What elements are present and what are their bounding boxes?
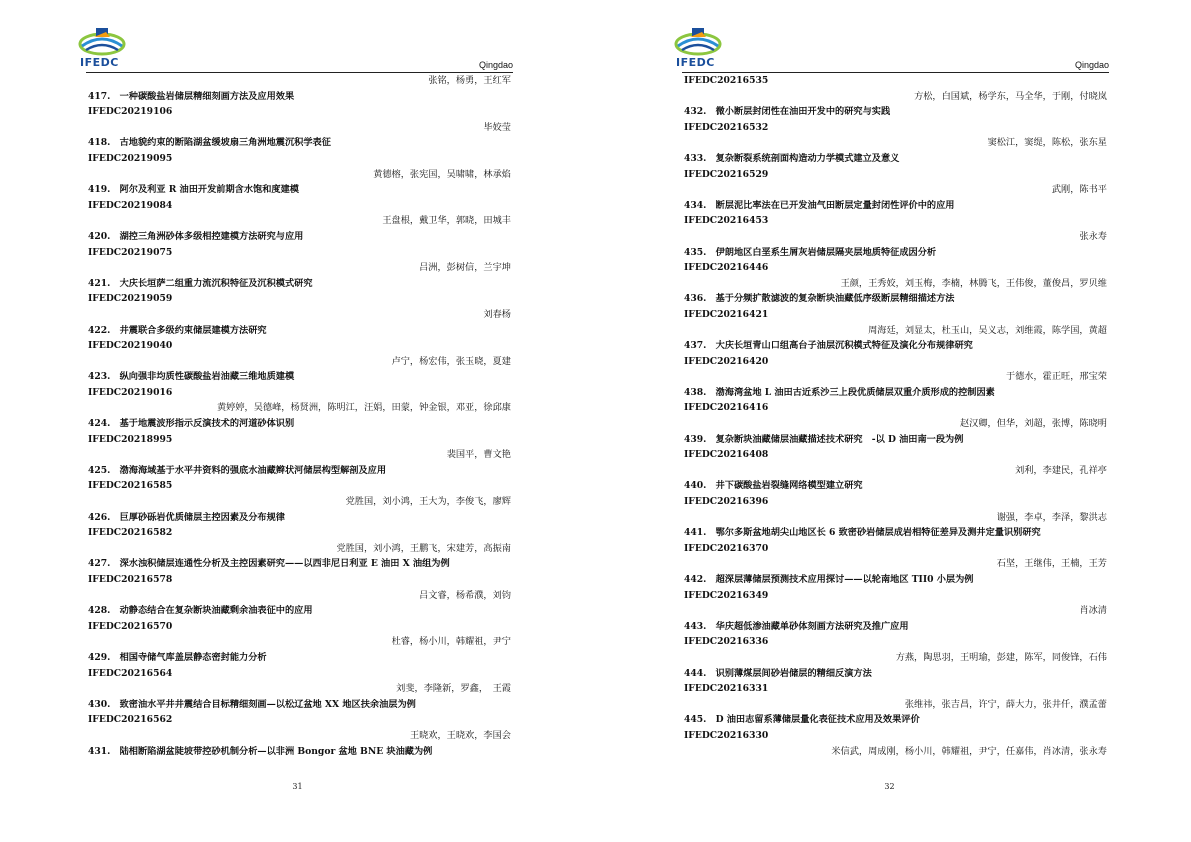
header-city: Qingdao — [478, 60, 513, 70]
entry-title: 422. 井震联合多级约束储层建模方法研究 — [88, 324, 267, 336]
entry-code: IFEDC20216396 — [684, 496, 769, 508]
entry-authors: 黄德榕，张宪国，吴啸啸，林承焰 — [373, 168, 511, 180]
entry-title: 439. 复杂断块油藏储层油藏描述技术研究 -以 D 油田南一段为例 — [684, 433, 964, 445]
entry-authors: 张铭，杨勇，王红军 — [428, 75, 511, 86]
entry-code: IFEDC20216370 — [684, 542, 769, 554]
logo-emblem-icon — [76, 20, 128, 60]
entry-title: 444. 识别薄煤层间砂岩储层的精细反演方法 — [684, 667, 872, 679]
entry-code: IFEDC20219016 — [88, 386, 173, 398]
entry-title: 421. 大庆长垣萨二组重力流沉积特征及沉积模式研究 — [88, 277, 313, 289]
entry-title: 418. 古地貌约束的断陷湖盆缓坡扇三角洲地震沉积学表征 — [88, 137, 331, 149]
entry-code: IFEDC20216532 — [684, 121, 769, 133]
entry-authors: 吕洲，彭树信，兰宇坤 — [419, 262, 511, 274]
entry-code: IFEDC20216336 — [684, 636, 769, 648]
entry-code: IFEDC20216453 — [684, 215, 769, 227]
entry-authors: 张永寿 — [1079, 230, 1107, 242]
entry-title: 417. 一种碳酸盐岩储层精细刻画方法及应用效果 — [88, 90, 295, 102]
entry-code: IFEDC20216446 — [684, 262, 769, 274]
entry-authors: 裴国平，曹文艳 — [446, 449, 511, 461]
entry-authors: 方松，白国斌，杨学东，马全华，于刚，付晓岚 — [914, 90, 1107, 102]
page-number: 32 — [884, 782, 895, 791]
entry-authors: 赵汉卿，但华，刘超，张博，陈晓明 — [960, 418, 1107, 430]
entry-title: 423. 纵向强非均质性碳酸盐岩油藏三维地质建模 — [88, 371, 295, 383]
entry-title: 436. 基于分频扩散滤波的复杂断块油藏低序级断层精细描述方法 — [684, 293, 955, 305]
entry-code: IFEDC20216562 — [88, 714, 173, 726]
entry-code: IFEDC20216331 — [684, 683, 769, 695]
entry-authors: 刘利，李建民，孔祥亭 — [1015, 464, 1107, 476]
entry-authors: 毕姣莹 — [483, 121, 511, 133]
entry-code: IFEDC20216330 — [684, 729, 769, 741]
entry-authors: 王盘根，戴卫华，郭晓，田城丰 — [382, 215, 511, 227]
entry-authors: 方燕，陶思羽，王明瑜，彭建，陈军，同俊锋，石伟 — [895, 651, 1107, 663]
entry-title: 428. 动静态结合在复杂断块油藏剩余油表征中的应用 — [88, 605, 313, 617]
entry-authors: 米信武，周成刚，杨小川，韩耀祖，尹宁，任嘉伟，肖冰清，张永寿 — [831, 745, 1107, 757]
entry-title: 443. 华庆超低渗油藏单砂体刻画方法研究及推广应用 — [684, 620, 909, 632]
entry-code: IFEDC20216535 — [684, 75, 769, 86]
entry-title: 427. 深水浊积储层连通性分析及主控因素研究——以西非尼日利亚 E 油田 X 油组为例 — [88, 558, 450, 570]
entry-authors: 刘春杨 — [483, 308, 511, 320]
entry-title: 419. 阿尔及利亚 R 油田开发前期含水饱和度建模 — [88, 184, 299, 196]
entry-authors: 杜睿，杨小川，韩耀祖，尹宁 — [391, 636, 511, 648]
entry-authors: 王晓欢，王晓欢，李国会 — [409, 729, 511, 741]
entry-authors: 谢强，李卓，李泽，黎洪志 — [996, 511, 1107, 523]
entry-title: 429. 相国寺储气库盖层静态密封能力分析 — [88, 651, 267, 663]
entry-title: 437. 大庆长垣青山口组高台子油层沉积模式特征及演化分布规律研究 — [684, 340, 973, 352]
entry-title: 426. 巨厚砂砾岩优质储层主控因素及分布规律 — [88, 511, 285, 523]
header-city: Qingdao — [1074, 60, 1109, 70]
entry-code: IFEDC20216416 — [684, 402, 769, 414]
entry-title: 438. 渤海湾盆地 L 油田古近系沙三上段优质储层双重介质形成的控制因素 — [684, 386, 995, 398]
entry-authors: 吕文睿，杨希濮，刘钧 — [419, 589, 511, 601]
entry-code: IFEDC20216585 — [88, 480, 173, 492]
page-left — [0, 0, 595, 842]
ifedc-logo — [76, 20, 128, 68]
entry-title: 445. D 油田志留系薄储层量化表征技术应用及效果评价 — [684, 714, 920, 726]
entry-authors: 王颜，王秀姣，刘玉梅，李楠，林腾飞，王伟俊，董俊昌，罗贝维 — [840, 277, 1107, 289]
entry-authors: 卢宁，杨宏伟，张玉晓，夏建 — [391, 355, 511, 367]
entry-title: 434. 断层泥比率法在已开发油气田断层定量封闭性评价中的应用 — [684, 199, 955, 211]
entry-authors: 黄婷婷，吴德峰，杨贤洲，陈明江，汪娟，田蒙，钟金银，邓亚，徐邱康 — [217, 402, 511, 414]
entry-code: IFEDC20219084 — [88, 199, 173, 211]
entry-title: 440. 井下碳酸盐岩裂缝网络模型建立研究 — [684, 480, 863, 492]
logo-emblem-icon — [672, 20, 724, 60]
entry-authors: 周海廷，刘显太，杜玉山，吴义志，刘维霞，陈学国，黄超 — [868, 324, 1107, 336]
entry-code: IFEDC20216529 — [684, 168, 769, 180]
entry-authors: 党胜国，刘小鸿，王大为，李俊飞，廖辉 — [345, 496, 511, 508]
entry-authors: 于德水，霍正旺，邢宝荣 — [1005, 371, 1107, 383]
logo-text: IFEDC — [676, 56, 715, 69]
entry-title: 432. 微小断层封闭性在油田开发中的研究与实践 — [684, 106, 891, 118]
page-right — [596, 0, 1191, 842]
entry-title: 420. 湖控三角洲砂体多级相控建模方法研究与应用 — [88, 230, 304, 242]
page-number: 31 — [292, 782, 303, 791]
entry-authors: 石坚，王继伟，王楠，王芳 — [996, 558, 1107, 570]
entry-code: IFEDC20216564 — [88, 667, 173, 679]
entry-title: 441. 鄂尔多斯盆地胡尖山地区长 6 致密砂岩储层成岩相特征差异及测井定量识别研究 — [684, 527, 1041, 539]
ifedc-logo — [672, 20, 724, 68]
entry-authors: 肖冰清 — [1079, 605, 1107, 617]
entry-title: 424. 基于地震波形指示反演技术的河道砂体识别 — [88, 418, 295, 430]
entry-code: IFEDC20216420 — [684, 355, 769, 367]
entry-code: IFEDC20216582 — [88, 527, 173, 539]
entry-code: IFEDC20216349 — [684, 589, 769, 601]
logo-text: IFEDC — [80, 56, 119, 69]
entry-code: IFEDC20216421 — [684, 308, 769, 320]
entry-authors: 张维祎，张吉昌，许宁，薛大力，张井仟，濮孟蕾 — [904, 698, 1107, 710]
entry-code: IFEDC20216408 — [684, 449, 769, 461]
entry-title: 435. 伊朗地区白垩系生屑灰岩储层隔夹层地质特征成因分析 — [684, 246, 937, 258]
entry-code: IFEDC20219059 — [88, 293, 173, 305]
entry-authors: 武刚，陈书平 — [1051, 184, 1107, 196]
entry-code: IFEDC20219095 — [88, 152, 173, 164]
entry-title: 433. 复杂断裂系统剖面构造动力学模式建立及意义 — [684, 152, 900, 164]
entry-code: IFEDC20218995 — [88, 433, 173, 445]
entry-authors: 窦松江，窦缇，陈松，张东星 — [987, 137, 1107, 149]
entry-code: IFEDC20216578 — [88, 574, 173, 585]
entry-list — [684, 73, 1107, 759]
entry-title: 430. 致密油水平井井震结合目标精细刻画—以松辽盆地 XX 地区扶余油层为例 — [88, 698, 416, 710]
entry-code: IFEDC20219106 — [88, 106, 173, 118]
entry-code: IFEDC20216570 — [88, 620, 173, 632]
entry-code: IFEDC20219075 — [88, 246, 173, 258]
entry-title: 425. 渤海海域基于水平井资料的强底水油藏辫状河储层构型解剖及应用 — [88, 464, 387, 476]
entry-code: IFEDC20219040 — [88, 340, 173, 352]
entry-authors: 刘斐，李隆新，罗鑫， 王霞 — [396, 683, 511, 695]
entry-title: 431. 陆相断陷湖盆陡坡带控砂机制分析—以非洲 Bongor 盆地 BNE 块油藏为例 — [88, 745, 433, 757]
entry-title: 442. 超深层薄储层预测技术应用探讨——以轮南地区 TII0 小层为例 — [684, 574, 974, 585]
entry-authors: 党胜国，刘小鸿，王鹏飞，宋建芳，高振南 — [336, 542, 511, 554]
entry-list — [88, 73, 511, 759]
